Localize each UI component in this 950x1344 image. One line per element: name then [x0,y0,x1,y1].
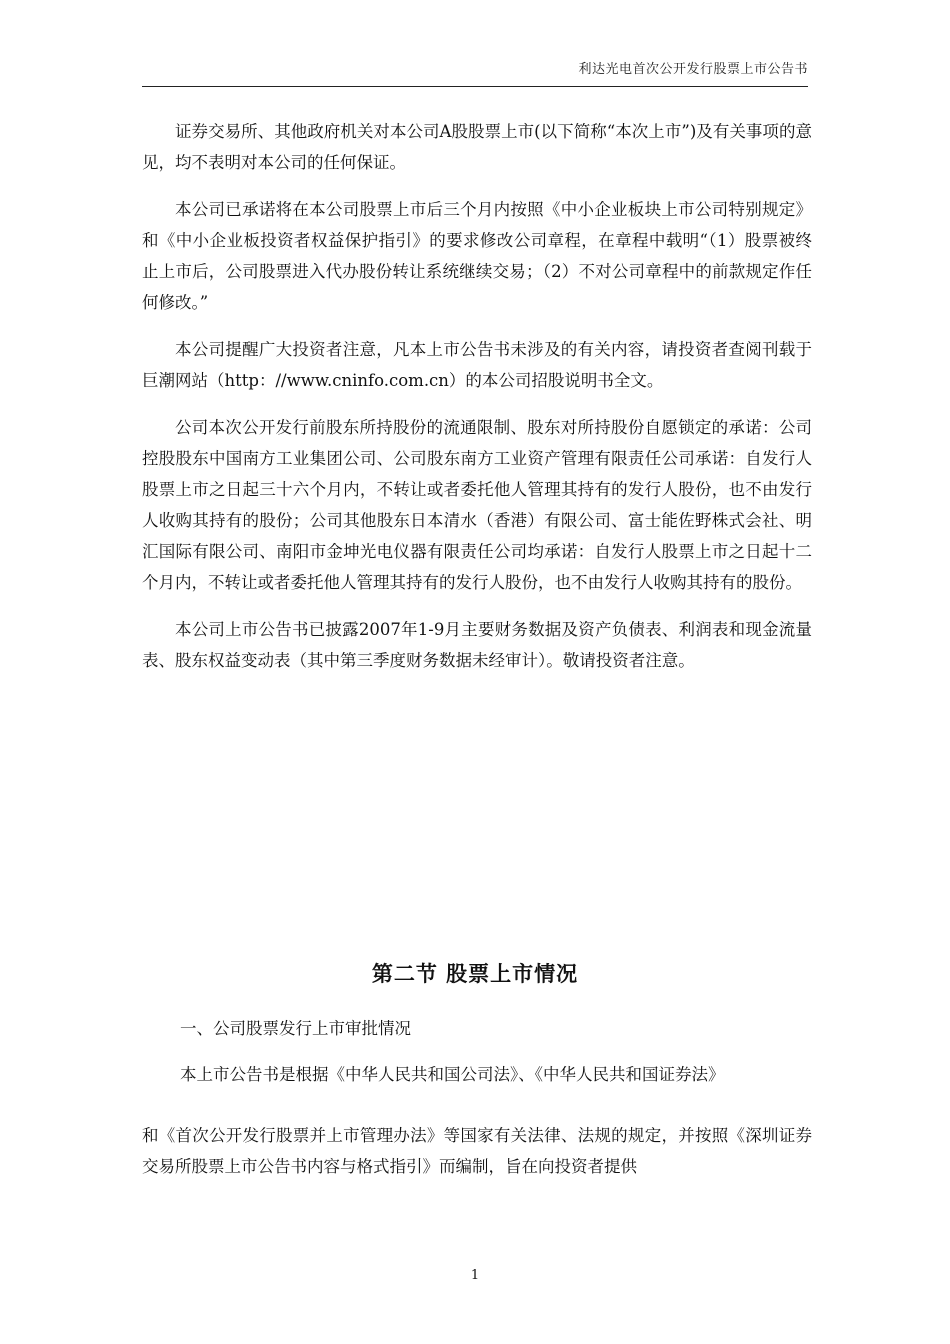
header-divider [142,86,808,87]
paragraph-investor-reminder: 本公司提醒广大投资者注意，凡本上市公告书未涉及的有关内容，请投资者查阅刊载于巨潮网站（http：//www.cninfo.com.cn）的本公司招股说明书全文。 [142,340,812,390]
section-subheading: 一、公司股票发行上市审批情况 [180,1019,411,1038]
paragraph-lockup-commitments: 公司本次公开发行前股东所持股份的流通限制、股东对所持股份自愿锁定的承诺：公司控股股东中国南方工业集团公司、公司股东南方工业资产管理有限责任公司承诺：自发行人股票上市之日起三十六个月内，不转让或者委托他人管理其持有的发行人股份，也不由发行人收购其持有的股份；公司其他股东日本清水（香港）有限公司、富士能佐野株式会社、明汇国际有限公司、南阳市金坤光电仪器有限责任公司均承诺：自发行人股票上市之日起十二个月内，不转让或者委托他人管理其持有的发行人股份，也不由发行人收购其持有的股份。 [142,418,812,592]
paragraph-exchange-disclaimer: 证券交易所、其他政府机关对本公司A股股票上市(以下简称“本次上市”)及有关事项的意见，均不表明对本公司的任何保证。 [142,122,812,172]
section-title: 第二节 股票上市情况 [371,962,579,986]
paragraph-legal-basis-start: 本上市公告书是根据《中华人民共和国公司法》、《中华人民共和国证券法》 [180,1065,725,1084]
page-number: 1 [470,1268,480,1283]
paragraph-articles-amendment: 本公司已承诺将在本公司股票上市后三个月内按照《中小企业板块上市公司特别规定》和《中小企业板投资者权益保护指引》的要求修改公司章程，在章程中载明“（1）股票被终止上市后，公司股票进入代办股份转让系统继续交易；（2）不对公司章程中的前款规定作任何修改。” [142,200,812,312]
paragraph-legal-basis-continued: 和《首次公开发行股票并上市管理办法》等国家有关法律、法规的规定，并按照《深圳证券交易所股票上市公告书内容与格式指引》而编制，旨在向投资者提供 [142,1126,812,1176]
body-text [142,116,812,692]
paragraph-financial-disclosure: 本公司上市公告书已披露2007年1-9月主要财务数据及资产负债表、利润表和现金流量表、股东权益变动表（其中第三季度财务数据未经审计）。敬请投资者注意。 [142,620,812,670]
running-header-title: 利达光电首次公开发行股票上市公告书 [578,62,808,77]
